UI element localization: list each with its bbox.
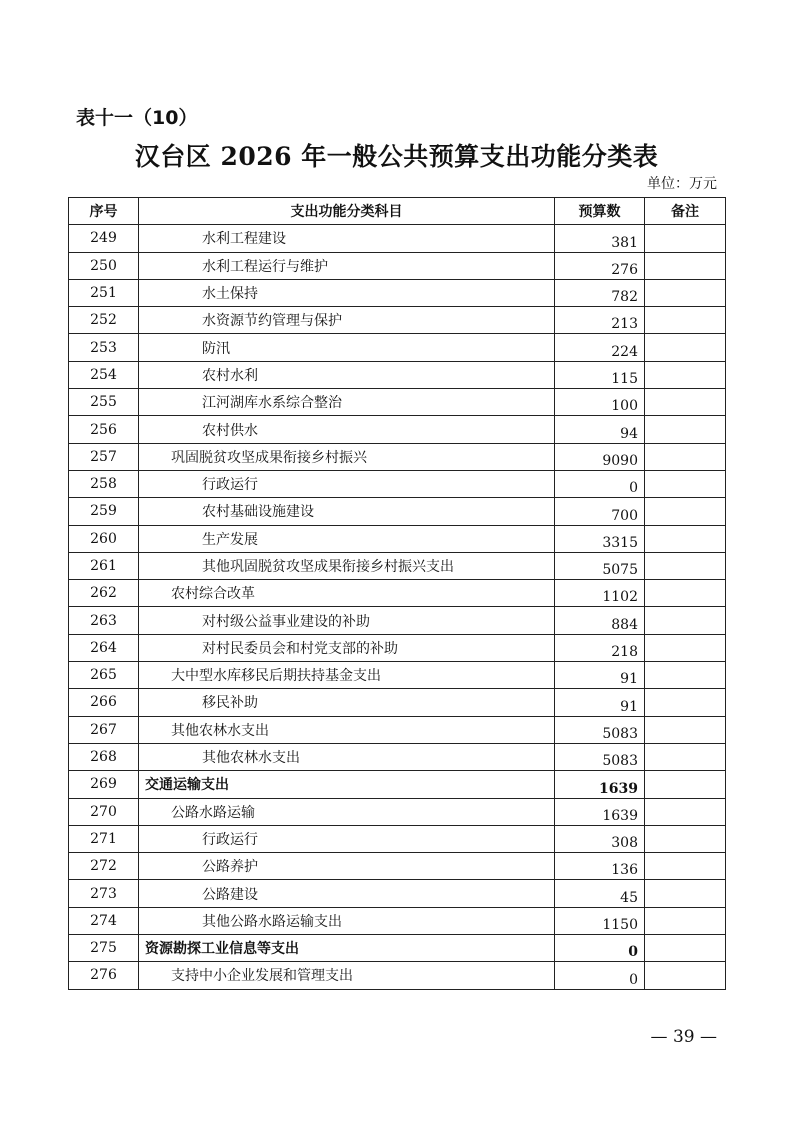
row-item-name: 其他农林水支出: [139, 743, 555, 770]
row-amount: 218: [555, 634, 645, 661]
row-number: 250: [69, 252, 139, 279]
row-item-name: 对村民委员会和村党支部的补助: [139, 634, 555, 661]
row-item-name: 江河湖库水系综合整治: [139, 389, 555, 416]
row-amount: 115: [555, 361, 645, 388]
row-remark: [645, 498, 726, 525]
row-remark: [645, 853, 726, 880]
row-item-name: 巩固脱贫攻坚成果衔接乡村振兴: [139, 443, 555, 470]
column-header-amount: 预算数: [555, 198, 645, 225]
row-remark: [645, 962, 726, 989]
row-amount: 45: [555, 880, 645, 907]
row-item-name: 水土保持: [139, 279, 555, 306]
row-amount: 0: [555, 470, 645, 497]
table-row: [69, 935, 726, 962]
row-item-name: 对村级公益事业建设的补助: [139, 607, 555, 634]
row-item-name: 交通运输支出: [139, 771, 555, 798]
row-item-name: 公路水路运输: [139, 798, 555, 825]
row-amount: 136: [555, 853, 645, 880]
row-number: 274: [69, 907, 139, 934]
row-item-name: 农村基础设施建设: [139, 498, 555, 525]
table-row: [69, 525, 726, 552]
row-amount: 700: [555, 498, 645, 525]
table-row: [69, 825, 726, 852]
row-remark: [645, 307, 726, 334]
row-remark: [645, 634, 726, 661]
table-body: [69, 225, 726, 989]
row-amount: 1102: [555, 580, 645, 607]
row-remark: [645, 607, 726, 634]
row-remark: [645, 443, 726, 470]
row-remark: [645, 361, 726, 388]
row-amount: 1639: [555, 771, 645, 798]
row-number: 253: [69, 334, 139, 361]
table-row: [69, 743, 726, 770]
row-number: 270: [69, 798, 139, 825]
row-item-name: 生产发展: [139, 525, 555, 552]
row-amount: 3315: [555, 525, 645, 552]
table-row: [69, 389, 726, 416]
row-remark: [645, 252, 726, 279]
row-item-name: 资源勘探工业信息等支出: [139, 935, 555, 962]
table-row: [69, 962, 726, 989]
row-item-name: 其他巩固脱贫攻坚成果衔接乡村振兴支出: [139, 552, 555, 579]
row-number: 260: [69, 525, 139, 552]
table-row: [69, 443, 726, 470]
column-header-item: 支出功能分类科目: [139, 198, 555, 225]
row-number: 252: [69, 307, 139, 334]
row-item-name: 支持中小企业发展和管理支出: [139, 962, 555, 989]
row-item-name: 移民补助: [139, 689, 555, 716]
table-row: [69, 552, 726, 579]
row-amount: 91: [555, 689, 645, 716]
row-amount: 213: [555, 307, 645, 334]
row-remark: [645, 798, 726, 825]
row-remark: [645, 470, 726, 497]
row-remark: [645, 825, 726, 852]
row-remark: [645, 935, 726, 962]
table-row: [69, 334, 726, 361]
row-amount: 5083: [555, 716, 645, 743]
table-row: [69, 798, 726, 825]
row-number: 264: [69, 634, 139, 661]
row-amount: 5075: [555, 552, 645, 579]
row-remark: [645, 716, 726, 743]
row-item-name: 公路养护: [139, 853, 555, 880]
table-row: [69, 252, 726, 279]
row-remark: [645, 662, 726, 689]
row-number: 267: [69, 716, 139, 743]
table-row: [69, 662, 726, 689]
row-number: 258: [69, 470, 139, 497]
row-amount: 5083: [555, 743, 645, 770]
row-item-name: 行政运行: [139, 470, 555, 497]
row-number: 259: [69, 498, 139, 525]
table-row: [69, 361, 726, 388]
table-row: [69, 689, 726, 716]
row-number: 249: [69, 225, 139, 252]
row-number: 251: [69, 279, 139, 306]
row-amount: 381: [555, 225, 645, 252]
row-number: 275: [69, 935, 139, 962]
table-row: [69, 853, 726, 880]
table-header-row: [69, 198, 726, 225]
row-number: 269: [69, 771, 139, 798]
row-remark: [645, 525, 726, 552]
column-header-remark: 备注: [645, 198, 726, 225]
row-remark: [645, 771, 726, 798]
table-caption: 表十一（10）: [76, 107, 198, 129]
row-amount: 0: [555, 935, 645, 962]
row-amount: 276: [555, 252, 645, 279]
row-number: 268: [69, 743, 139, 770]
row-item-name: 其他农林水支出: [139, 716, 555, 743]
row-number: 263: [69, 607, 139, 634]
row-item-name: 行政运行: [139, 825, 555, 852]
row-remark: [645, 279, 726, 306]
row-remark: [645, 580, 726, 607]
unit-label: 单位：万元: [647, 176, 717, 192]
table-row: [69, 416, 726, 443]
row-number: 255: [69, 389, 139, 416]
row-amount: 94: [555, 416, 645, 443]
table-row: [69, 498, 726, 525]
row-amount: 308: [555, 825, 645, 852]
row-number: 276: [69, 962, 139, 989]
row-amount: 224: [555, 334, 645, 361]
row-item-name: 大中型水库移民后期扶持基金支出: [139, 662, 555, 689]
row-number: 261: [69, 552, 139, 579]
expenditure-table: [68, 197, 726, 990]
row-item-name: 农村综合改革: [139, 580, 555, 607]
row-number: 265: [69, 662, 139, 689]
row-remark: [645, 389, 726, 416]
row-remark: [645, 743, 726, 770]
table-row: [69, 880, 726, 907]
row-amount: 0: [555, 962, 645, 989]
row-remark: [645, 907, 726, 934]
row-item-name: 农村水利: [139, 361, 555, 388]
row-number: 262: [69, 580, 139, 607]
row-remark: [645, 880, 726, 907]
row-number: 272: [69, 853, 139, 880]
row-amount: 91: [555, 662, 645, 689]
table-row: [69, 470, 726, 497]
page-title: 汉台区 2026 年一般公共预算支出功能分类表: [134, 142, 659, 171]
row-amount: 1150: [555, 907, 645, 934]
row-remark: [645, 416, 726, 443]
page-number: — 39 —: [650, 1027, 717, 1047]
row-number: 254: [69, 361, 139, 388]
table-row: [69, 907, 726, 934]
row-item-name: 防汛: [139, 334, 555, 361]
table-row: [69, 279, 726, 306]
row-amount: 100: [555, 389, 645, 416]
table-row: [69, 580, 726, 607]
table-row: [69, 716, 726, 743]
row-amount: 782: [555, 279, 645, 306]
row-remark: [645, 334, 726, 361]
row-item-name: 水利工程建设: [139, 225, 555, 252]
row-item-name: 水利工程运行与维护: [139, 252, 555, 279]
row-number: 256: [69, 416, 139, 443]
column-header-no: 序号: [69, 198, 139, 225]
row-remark: [645, 225, 726, 252]
table-row: [69, 607, 726, 634]
row-number: 257: [69, 443, 139, 470]
table-row: [69, 225, 726, 252]
row-item-name: 其他公路水路运输支出: [139, 907, 555, 934]
table-row: [69, 771, 726, 798]
row-number: 273: [69, 880, 139, 907]
row-item-name: 公路建设: [139, 880, 555, 907]
row-item-name: 农村供水: [139, 416, 555, 443]
row-amount: 884: [555, 607, 645, 634]
row-amount: 1639: [555, 798, 645, 825]
row-remark: [645, 689, 726, 716]
row-number: 271: [69, 825, 139, 852]
row-number: 266: [69, 689, 139, 716]
row-item-name: 水资源节约管理与保护: [139, 307, 555, 334]
row-remark: [645, 552, 726, 579]
table-row: [69, 307, 726, 334]
row-amount: 9090: [555, 443, 645, 470]
table-row: [69, 634, 726, 661]
